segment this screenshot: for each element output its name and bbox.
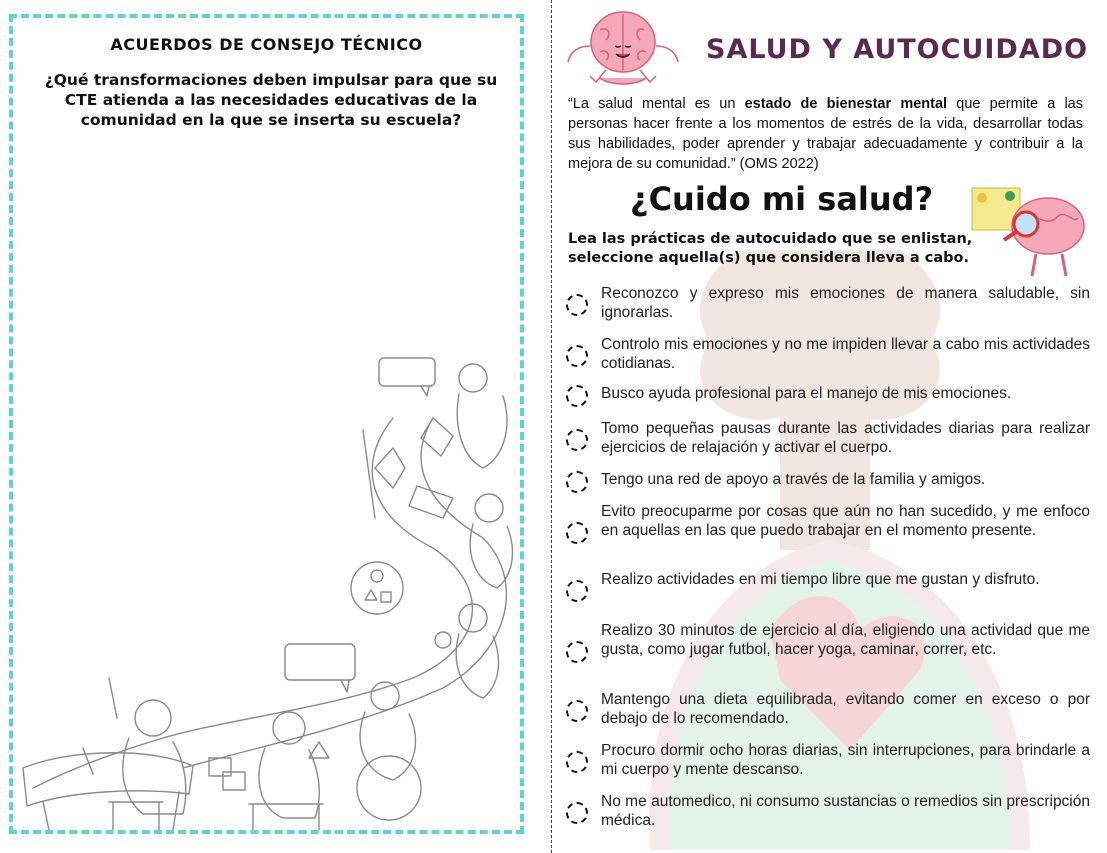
checkbox-circle[interactable] (566, 641, 588, 663)
council-agreements-panel (9, 14, 524, 834)
checklist-item-label: Evito preocuparme por cosas que aún no han sucedido, y me enfoco en aquellas en las que puedo trabajar en el momento presente. (601, 503, 1090, 539)
checklist-item-label: Tengo una red de apoyo a través de la familia y amigos. (601, 471, 986, 488)
checklist-item-label: Realizo actividades en mi tiempo libre que me gustan y disfruto. (601, 571, 1040, 588)
section-title: SALUD Y AUTOCUIDADO (706, 34, 1089, 65)
who-quote (568, 94, 1083, 174)
meditating-brain-icon (560, 6, 686, 90)
checkbox-circle[interactable] (566, 700, 588, 722)
self-check-title: ¿Cuido mi salud? (630, 180, 934, 218)
community-illustration (13, 318, 520, 830)
checkbox-circle[interactable] (566, 385, 588, 407)
instructions: Lea las prácticas de autocuidado que se enlistan, seleccione aquella(s) que considera lleva a cabo. (568, 231, 973, 266)
checklist-item-label: Reconozco y expreso mis emociones de manera saludable, sin ignorarlas. (601, 285, 1090, 321)
checkbox-circle[interactable] (566, 802, 588, 824)
checklist-item-label: Busco ayuda profesional para el manejo de mis emociones. (601, 385, 1012, 402)
checkbox-circle[interactable] (566, 294, 588, 316)
quote-end: que permite a las personas hacer frente a los momentos de estrés de la vida, desarrollar todas sus habilidades, poder aprender y trabajar adecuadamente y contribuir a la mejora de su comunidad.” (OMS 2022) (568, 96, 1084, 172)
quote-start: “La salud mental es un (568, 96, 745, 112)
guiding-question: ¿Qué transformaciones deben impulsar para que su CTE atienda a las necesidades educativas de la comunidad en la que se inserta su escuela? (44, 71, 498, 129)
checkbox-circle[interactable] (566, 751, 588, 773)
checklist-item-label: Mantengo una dieta equilibrada, evitando comer en exceso o por debajo de lo recomendado. (601, 691, 1090, 727)
checkbox-circle[interactable] (566, 580, 588, 602)
checkbox-circle[interactable] (566, 471, 588, 493)
page-divider (551, 0, 552, 853)
checklist-item-label: Controlo mis emociones y no me impiden llevar a cabo mis actividades cotidianas. (601, 336, 1090, 372)
checkbox-circle[interactable] (566, 429, 588, 451)
panel-title: ACUERDOS DE CONSEJO TÉCNICO (110, 35, 423, 54)
checklist-item-label: Procuro dormir ocho horas diarias, sin interrupciones, para brindarle a mi cuerpo y mente descanso. (601, 742, 1090, 778)
checklist-item-label: Tomo pequeñas pausas durante las actividades diarias para realizar ejercicios de relajación y activar el cuerpo. (601, 420, 1090, 456)
quote-bold: estado de bienestar mental (744, 96, 948, 112)
checkbox-circle[interactable] (566, 522, 588, 544)
checklist-item-label: Realizo 30 minutos de ejercicio al día, eligiendo una actividad que me gusta, como jugar futbol, hacer yoga, caminar, correr, etc. (601, 622, 1090, 658)
checklist-item-label: No me automedico, ni consumo sustancias o remedios sin prescripción médica. (601, 793, 1090, 829)
checkbox-circle[interactable] (566, 345, 588, 367)
